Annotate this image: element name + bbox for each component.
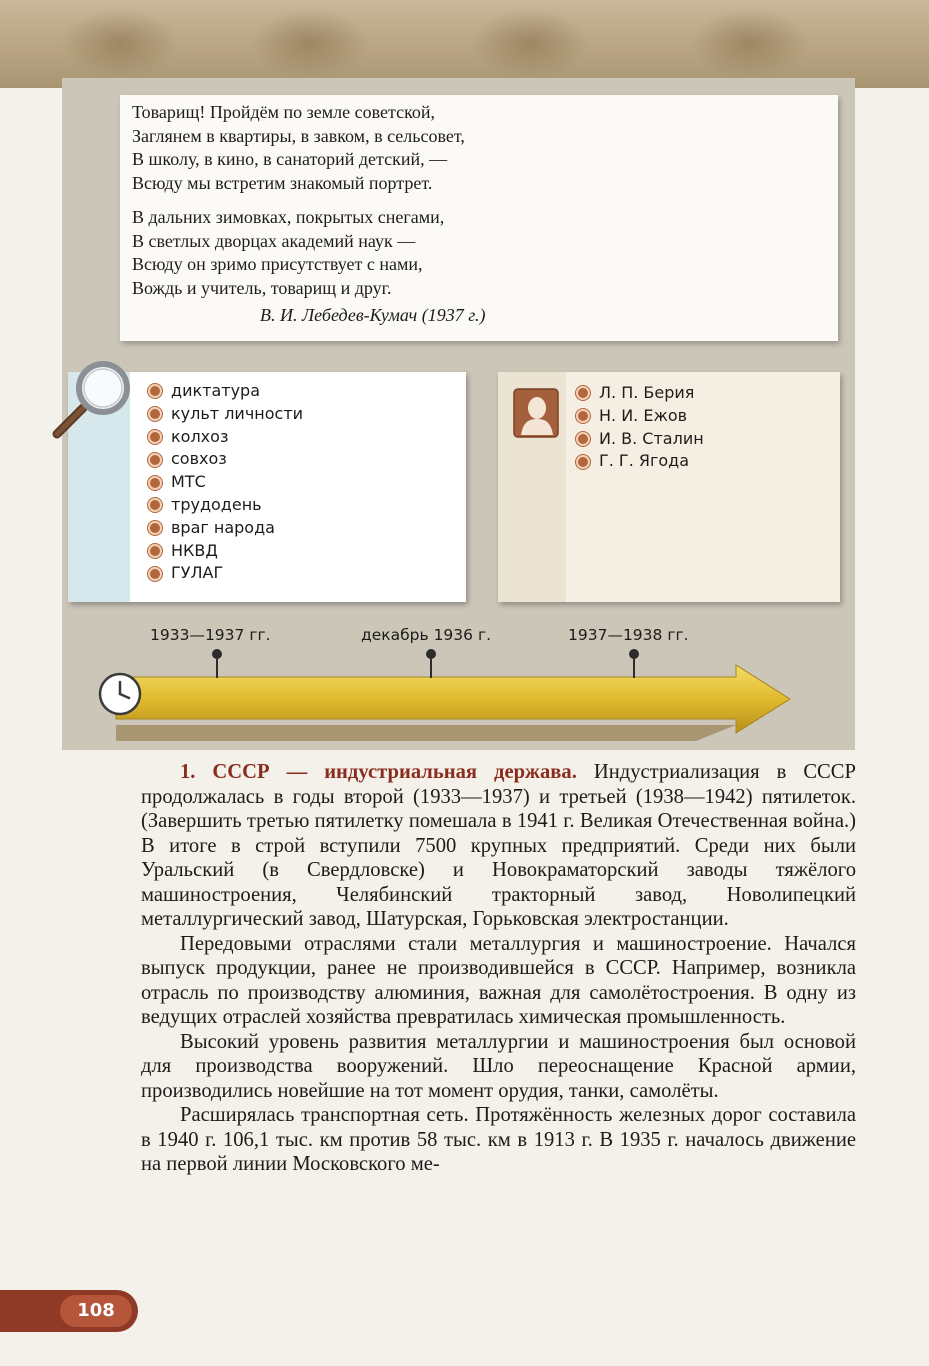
bullet-icon <box>576 386 590 400</box>
person-portrait-icon <box>513 388 559 438</box>
bullet-icon <box>148 476 162 490</box>
magnifier-icon <box>45 358 135 443</box>
page-number-badge <box>0 1290 138 1332</box>
list-item <box>148 426 303 449</box>
person-name: Г. Г. Ягода <box>599 451 690 471</box>
list-item <box>148 380 303 403</box>
poem-line: В школу, в кино, в санаторий детский, — <box>132 149 448 169</box>
term-label: культ личности <box>171 403 304 423</box>
poem-line: Заглянем в квартиры, в завком, в сельсовет, <box>132 125 465 146</box>
term-label: НКВД <box>171 540 218 560</box>
term-label: трудодень <box>171 494 262 514</box>
poem-line: Всюду он зримо присутствует с нами, <box>132 254 423 274</box>
ornament-icon <box>250 8 370 78</box>
term-label: совхоз <box>171 449 227 469</box>
decorative-header-band <box>0 0 929 88</box>
poem-line: В светлых дворцах академий наук — <box>132 230 416 251</box>
timeline-pin-2 <box>425 648 437 678</box>
timeline-pin-3 <box>628 648 640 678</box>
term-label: диктатура <box>171 381 260 400</box>
list-item <box>148 471 303 494</box>
timeline-label-1: 1933—1937 гг. <box>150 626 271 644</box>
list-item <box>576 405 704 428</box>
timeline-label-2: декабрь 1936 г. <box>361 626 492 644</box>
paragraph-3: Высокий уровень развития металлургии и машиностроения был основой для производства вооружений. Шло переоснащение Красной армии, производились новейшие на тот момент орудия, танки, самолёты. <box>141 1030 856 1102</box>
bullet-icon <box>148 567 162 581</box>
bullet-icon <box>148 407 162 421</box>
page-number: 108 <box>60 1295 132 1327</box>
section-heading: 1. СССР — индустриальная держава. <box>180 761 577 783</box>
bullet-icon <box>148 498 162 512</box>
term-label: МТС <box>171 472 206 492</box>
poem-stanza-1 <box>132 101 838 195</box>
list-item <box>148 562 303 585</box>
list-item <box>148 494 303 517</box>
bullet-icon <box>576 432 590 446</box>
list-item <box>148 517 303 540</box>
bullet-icon <box>148 453 162 467</box>
poem-line: В дальних зимовках, покрытых снегами, <box>132 207 445 227</box>
ornament-icon <box>470 8 590 78</box>
poem-stanza-2 <box>132 206 838 300</box>
list-item <box>148 540 303 563</box>
bullet-icon <box>148 384 162 398</box>
list-item <box>576 450 704 473</box>
list-item <box>576 428 704 451</box>
poem-author: В. И. Лебедев-Кумач (1937 г.) <box>260 305 486 325</box>
clock-icon <box>98 672 142 716</box>
bullet-icon <box>576 409 590 423</box>
ornament-icon <box>690 8 810 78</box>
poem-line: Товарищ! Пройдём по земле советской, <box>132 102 436 122</box>
poem-line: Всюду мы встретим знакомый портрет. <box>132 172 433 193</box>
person-name: Л. П. Берия <box>599 383 695 402</box>
ornament-icon <box>60 8 180 78</box>
bullet-icon <box>148 430 162 444</box>
poem-line: Вождь и учитель, товарищ и друг. <box>132 277 392 298</box>
term-label: колхоз <box>171 426 229 446</box>
paragraph-1-text: Индустриализация в СССР продолжалась в годы второй (1933—1937) и третьей (1938—1942) пятилеток. (Завершить третью пятилетку помешала в 1941 г. Великая Отечественная война.) В итоге в строй вступили 7500 крупных предприятий. Среди них были Уральский (в Свердловске) и Новокраматорский заводы тяжёлого машиностроения, Челябинский тракторный завод, Новолипецкий металлургический завод, Шатурская, Горьковская электростанции. <box>141 761 856 930</box>
bullet-icon <box>148 544 162 558</box>
paragraph-4: Расширялась транспортная сеть. Протяжённость железных дорог составила в 1940 г. 106,1 тыс. км против 58 тыс. км в 1913 г. В 1935 г. началось движение на первой линии Московского ме- <box>141 1104 856 1175</box>
paragraph-1 <box>141 760 856 932</box>
key-terms-list <box>148 380 303 585</box>
timeline-arrow <box>96 655 796 745</box>
person-name: И. В. Сталин <box>599 428 704 448</box>
term-label: ГУЛАГ <box>171 563 224 583</box>
term-label: враг народа <box>171 517 275 537</box>
bullet-icon <box>576 455 590 469</box>
main-text <box>141 760 856 1177</box>
list-item <box>148 403 303 426</box>
list-item <box>576 382 704 405</box>
list-item <box>148 448 303 471</box>
timeline-pin-1 <box>211 648 223 678</box>
timeline-label-3: 1937—1938 гг. <box>568 626 689 644</box>
poem-card <box>120 95 838 341</box>
paragraph-2: Передовыми отраслями стали металлургия и машиностроение. Начался выпуск продукции, ранее не производившейся в СССР. Например, возникла отрасль по производству алюминия, важная для самолётостроения. В одну из ведущих отраслей хозяйства превратилась химическая промышленность. <box>141 932 856 1028</box>
bullet-icon <box>148 521 162 535</box>
key-persons-list <box>576 382 704 473</box>
person-name: Н. И. Ежов <box>599 405 688 425</box>
